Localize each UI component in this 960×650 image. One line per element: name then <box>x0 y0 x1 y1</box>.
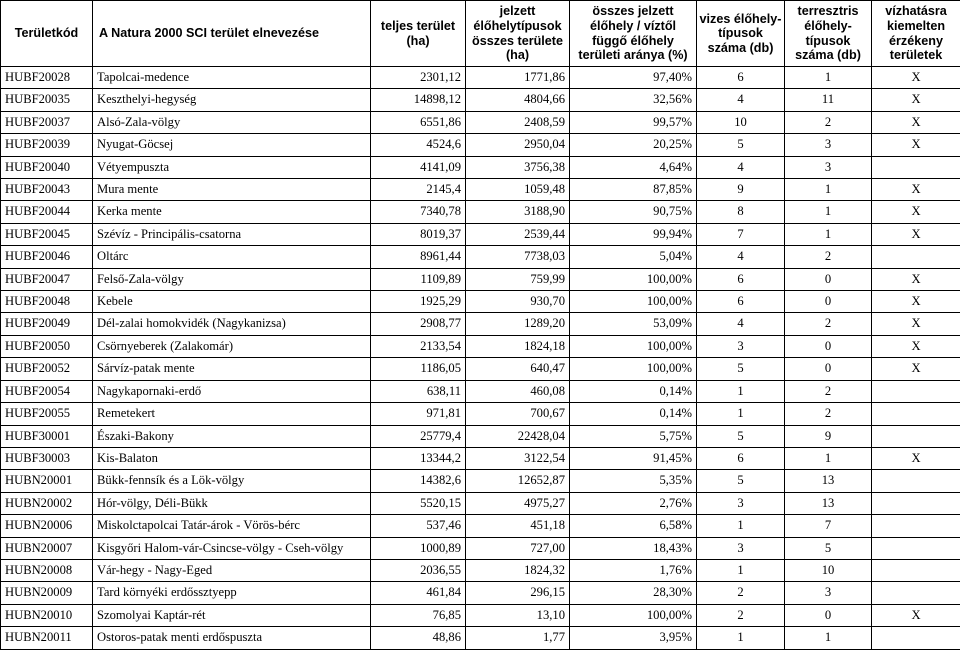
cell-code: HUBF20044 <box>1 201 93 223</box>
cell-ratio: 6,58% <box>570 515 697 537</box>
cell-sensitive: X <box>872 223 960 245</box>
cell-wet-types: 9 <box>697 179 785 201</box>
cell-terrestrial-types: 0 <box>785 291 872 313</box>
cell-wet-types: 6 <box>697 268 785 290</box>
table-row <box>1 111 960 133</box>
table-row <box>1 313 960 335</box>
cell-sensitive: X <box>872 313 960 335</box>
cell-wet-types: 1 <box>697 515 785 537</box>
table-row <box>1 627 960 649</box>
cell-terrestrial-types: 0 <box>785 268 872 290</box>
cell-sensitive: X <box>872 134 960 156</box>
cell-name: Felső-Zala-völgy <box>93 268 371 290</box>
cell-terrestrial-types: 0 <box>785 358 872 380</box>
cell-name: Miskolctapolcai Tatár-árok - Vörös-bérc <box>93 515 371 537</box>
cell-sensitive <box>872 425 960 447</box>
cell-designated-area: 727,00 <box>466 537 570 559</box>
table-row <box>1 291 960 313</box>
cell-total-area: 1186,05 <box>371 358 466 380</box>
cell-terrestrial-types: 0 <box>785 335 872 357</box>
cell-code: HUBF20037 <box>1 111 93 133</box>
header-ratio: összes jelzett élőhely / víztől függő élőhely területi aránya (%) <box>570 1 697 67</box>
cell-terrestrial-types: 10 <box>785 559 872 581</box>
cell-designated-area: 640,47 <box>466 358 570 380</box>
cell-total-area: 14382,6 <box>371 470 466 492</box>
cell-sensitive: X <box>872 67 960 89</box>
cell-name: Ostoros-patak menti erdőspuszta <box>93 627 371 649</box>
cell-terrestrial-types: 13 <box>785 470 872 492</box>
cell-ratio: 91,45% <box>570 447 697 469</box>
cell-total-area: 6551,86 <box>371 111 466 133</box>
cell-designated-area: 1,77 <box>466 627 570 649</box>
cell-code: HUBN20001 <box>1 470 93 492</box>
cell-sensitive: X <box>872 291 960 313</box>
cell-terrestrial-types: 1 <box>785 627 872 649</box>
cell-ratio: 18,43% <box>570 537 697 559</box>
cell-terrestrial-types: 5 <box>785 537 872 559</box>
cell-total-area: 971,81 <box>371 403 466 425</box>
cell-terrestrial-types: 3 <box>785 582 872 604</box>
cell-ratio: 100,00% <box>570 291 697 313</box>
table-row <box>1 582 960 604</box>
cell-terrestrial-types: 9 <box>785 425 872 447</box>
cell-wet-types: 2 <box>697 582 785 604</box>
cell-wet-types: 1 <box>697 380 785 402</box>
cell-ratio: 1,76% <box>570 559 697 581</box>
table-row <box>1 223 960 245</box>
cell-ratio: 5,35% <box>570 470 697 492</box>
cell-ratio: 97,40% <box>570 67 697 89</box>
cell-designated-area: 1059,48 <box>466 179 570 201</box>
cell-total-area: 461,84 <box>371 582 466 604</box>
cell-code: HUBF20046 <box>1 246 93 268</box>
cell-ratio: 32,56% <box>570 89 697 111</box>
cell-terrestrial-types: 11 <box>785 89 872 111</box>
cell-code: HUBN20007 <box>1 537 93 559</box>
cell-ratio: 20,25% <box>570 134 697 156</box>
cell-wet-types: 3 <box>697 335 785 357</box>
cell-designated-area: 930,70 <box>466 291 570 313</box>
cell-wet-types: 3 <box>697 537 785 559</box>
cell-wet-types: 5 <box>697 358 785 380</box>
table-row <box>1 134 960 156</box>
cell-terrestrial-types: 2 <box>785 403 872 425</box>
header-name: A Natura 2000 SCI terület elnevezése <box>93 1 371 67</box>
table-row <box>1 358 960 380</box>
header-designated-area: jelzett élőhelytípusok összes területe (ha) <box>466 1 570 67</box>
cell-designated-area: 4804,66 <box>466 89 570 111</box>
cell-total-area: 13344,2 <box>371 447 466 469</box>
table-row <box>1 559 960 581</box>
cell-name: Nyugat-Göcsej <box>93 134 371 156</box>
cell-designated-area: 759,99 <box>466 268 570 290</box>
cell-total-area: 2908,77 <box>371 313 466 335</box>
cell-name: Hór-völgy, Déli-Bükk <box>93 492 371 514</box>
cell-total-area: 76,85 <box>371 604 466 626</box>
cell-name: Vétyempuszta <box>93 156 371 178</box>
cell-wet-types: 5 <box>697 425 785 447</box>
cell-total-area: 2301,12 <box>371 67 466 89</box>
cell-ratio: 0,14% <box>570 380 697 402</box>
cell-designated-area: 7738,03 <box>466 246 570 268</box>
cell-ratio: 100,00% <box>570 604 697 626</box>
cell-name: Vár-hegy - Nagy-Eged <box>93 559 371 581</box>
cell-designated-area: 3188,90 <box>466 201 570 223</box>
cell-wet-types: 3 <box>697 492 785 514</box>
cell-code: HUBN20011 <box>1 627 93 649</box>
header-row <box>1 1 960 67</box>
cell-name: Tapolcai-medence <box>93 67 371 89</box>
table-row <box>1 425 960 447</box>
cell-code: HUBF20055 <box>1 403 93 425</box>
cell-sensitive: X <box>872 358 960 380</box>
cell-designated-area: 12652,87 <box>466 470 570 492</box>
table-row <box>1 515 960 537</box>
cell-ratio: 4,64% <box>570 156 697 178</box>
cell-terrestrial-types: 7 <box>785 515 872 537</box>
cell-wet-types: 6 <box>697 291 785 313</box>
cell-wet-types: 7 <box>697 223 785 245</box>
cell-terrestrial-types: 2 <box>785 313 872 335</box>
cell-total-area: 7340,78 <box>371 201 466 223</box>
table-row <box>1 380 960 402</box>
cell-sensitive: X <box>872 447 960 469</box>
table-row <box>1 537 960 559</box>
cell-designated-area: 1289,20 <box>466 313 570 335</box>
cell-designated-area: 451,18 <box>466 515 570 537</box>
cell-code: HUBF20048 <box>1 291 93 313</box>
cell-total-area: 638,11 <box>371 380 466 402</box>
cell-designated-area: 22428,04 <box>466 425 570 447</box>
cell-ratio: 90,75% <box>570 201 697 223</box>
cell-total-area: 5520,15 <box>371 492 466 514</box>
cell-total-area: 48,86 <box>371 627 466 649</box>
cell-code: HUBF20045 <box>1 223 93 245</box>
cell-ratio: 87,85% <box>570 179 697 201</box>
cell-name: Északi-Bakony <box>93 425 371 447</box>
cell-sensitive: X <box>872 179 960 201</box>
header-code: Területkód <box>1 1 93 67</box>
cell-sensitive <box>872 537 960 559</box>
cell-wet-types: 1 <box>697 559 785 581</box>
cell-total-area: 2133,54 <box>371 335 466 357</box>
cell-terrestrial-types: 2 <box>785 380 872 402</box>
cell-name: Kisgyőri Halom-vár-Csincse-völgy - Cseh-völgy <box>93 537 371 559</box>
cell-total-area: 1109,89 <box>371 268 466 290</box>
cell-designated-area: 1824,32 <box>466 559 570 581</box>
cell-sensitive: X <box>872 604 960 626</box>
cell-code: HUBF30001 <box>1 425 93 447</box>
cell-sensitive <box>872 492 960 514</box>
cell-designated-area: 1771,86 <box>466 67 570 89</box>
cell-wet-types: 6 <box>697 447 785 469</box>
cell-designated-area: 296,15 <box>466 582 570 604</box>
cell-sensitive <box>872 627 960 649</box>
cell-sensitive <box>872 246 960 268</box>
cell-sensitive: X <box>872 201 960 223</box>
cell-terrestrial-types: 1 <box>785 201 872 223</box>
cell-name: Csörnyeberek (Zalakomár) <box>93 335 371 357</box>
cell-sensitive: X <box>872 335 960 357</box>
cell-wet-types: 4 <box>697 89 785 111</box>
cell-terrestrial-types: 2 <box>785 246 872 268</box>
cell-terrestrial-types: 1 <box>785 179 872 201</box>
cell-code: HUBF20039 <box>1 134 93 156</box>
cell-ratio: 0,14% <box>570 403 697 425</box>
cell-total-area: 537,46 <box>371 515 466 537</box>
header-sensitive: vízhatásra kiemelten érzékeny területek <box>872 1 960 67</box>
cell-name: Szomolyai Kaptár-rét <box>93 604 371 626</box>
cell-terrestrial-types: 2 <box>785 111 872 133</box>
cell-terrestrial-types: 0 <box>785 604 872 626</box>
cell-terrestrial-types: 1 <box>785 223 872 245</box>
header-total-area: teljes terület (ha) <box>371 1 466 67</box>
table-row <box>1 492 960 514</box>
table-row <box>1 201 960 223</box>
cell-code: HUBF20040 <box>1 156 93 178</box>
cell-name: Alsó-Zala-völgy <box>93 111 371 133</box>
cell-total-area: 1925,29 <box>371 291 466 313</box>
cell-name: Kerka mente <box>93 201 371 223</box>
cell-total-area: 8019,37 <box>371 223 466 245</box>
cell-code: HUBF20043 <box>1 179 93 201</box>
cell-sensitive <box>872 559 960 581</box>
cell-ratio: 100,00% <box>570 335 697 357</box>
cell-total-area: 8961,44 <box>371 246 466 268</box>
cell-designated-area: 3122,54 <box>466 447 570 469</box>
cell-designated-area: 2950,04 <box>466 134 570 156</box>
cell-designated-area: 13,10 <box>466 604 570 626</box>
cell-code: HUBN20009 <box>1 582 93 604</box>
cell-designated-area: 700,67 <box>466 403 570 425</box>
cell-total-area: 2036,55 <box>371 559 466 581</box>
cell-sensitive <box>872 156 960 178</box>
cell-wet-types: 1 <box>697 403 785 425</box>
cell-wet-types: 6 <box>697 67 785 89</box>
cell-designated-area: 3756,38 <box>466 156 570 178</box>
cell-name: Szévíz - Principális-csatorna <box>93 223 371 245</box>
cell-code: HUBF20052 <box>1 358 93 380</box>
cell-name: Oltárc <box>93 246 371 268</box>
cell-terrestrial-types: 1 <box>785 67 872 89</box>
cell-ratio: 53,09% <box>570 313 697 335</box>
table-body <box>1 67 960 650</box>
cell-ratio: 5,04% <box>570 246 697 268</box>
cell-total-area: 4141,09 <box>371 156 466 178</box>
cell-terrestrial-types: 1 <box>785 447 872 469</box>
table-row <box>1 67 960 89</box>
cell-designated-area: 460,08 <box>466 380 570 402</box>
table-row <box>1 335 960 357</box>
cell-wet-types: 4 <box>697 313 785 335</box>
cell-ratio: 100,00% <box>570 268 697 290</box>
table-row <box>1 403 960 425</box>
cell-code: HUBF30003 <box>1 447 93 469</box>
cell-designated-area: 1824,18 <box>466 335 570 357</box>
cell-designated-area: 2539,44 <box>466 223 570 245</box>
cell-code: HUBF20047 <box>1 268 93 290</box>
cell-wet-types: 4 <box>697 246 785 268</box>
cell-code: HUBF20050 <box>1 335 93 357</box>
cell-wet-types: 5 <box>697 134 785 156</box>
cell-name: Dél-zalai homokvidék (Nagykanizsa) <box>93 313 371 335</box>
cell-code: HUBF20035 <box>1 89 93 111</box>
table-row <box>1 156 960 178</box>
cell-terrestrial-types: 3 <box>785 134 872 156</box>
cell-sensitive <box>872 380 960 402</box>
cell-name: Keszthelyi-hegység <box>93 89 371 111</box>
cell-total-area: 14898,12 <box>371 89 466 111</box>
cell-name: Sárvíz-patak mente <box>93 358 371 380</box>
cell-wet-types: 5 <box>697 470 785 492</box>
table-row <box>1 268 960 290</box>
cell-code: HUBN20006 <box>1 515 93 537</box>
cell-sensitive: X <box>872 111 960 133</box>
cell-sensitive <box>872 582 960 604</box>
cell-name: Kebele <box>93 291 371 313</box>
cell-ratio: 2,76% <box>570 492 697 514</box>
cell-name: Mura mente <box>93 179 371 201</box>
cell-designated-area: 4975,27 <box>466 492 570 514</box>
cell-wet-types: 10 <box>697 111 785 133</box>
cell-wet-types: 4 <box>697 156 785 178</box>
cell-terrestrial-types: 3 <box>785 156 872 178</box>
cell-terrestrial-types: 13 <box>785 492 872 514</box>
cell-total-area: 2145,4 <box>371 179 466 201</box>
cell-code: HUBN20010 <box>1 604 93 626</box>
cell-sensitive: X <box>872 89 960 111</box>
cell-ratio: 5,75% <box>570 425 697 447</box>
table-row <box>1 447 960 469</box>
cell-total-area: 25779,4 <box>371 425 466 447</box>
header-wet-types: vizes élőhely-típusok száma (db) <box>697 1 785 67</box>
cell-wet-types: 1 <box>697 627 785 649</box>
cell-code: HUBF20028 <box>1 67 93 89</box>
table-row <box>1 470 960 492</box>
cell-sensitive <box>872 403 960 425</box>
cell-ratio: 99,94% <box>570 223 697 245</box>
cell-ratio: 100,00% <box>570 358 697 380</box>
cell-name: Nagykapornaki-erdő <box>93 380 371 402</box>
cell-code: HUBN20002 <box>1 492 93 514</box>
table-row <box>1 179 960 201</box>
table-row <box>1 604 960 626</box>
cell-designated-area: 2408,59 <box>466 111 570 133</box>
cell-sensitive <box>872 515 960 537</box>
cell-name: Tard környéki erdőssztyepp <box>93 582 371 604</box>
header-terrestrial-types: terresztris élőhely-típusok száma (db) <box>785 1 872 67</box>
cell-sensitive <box>872 470 960 492</box>
cell-name: Kis-Balaton <box>93 447 371 469</box>
table-row <box>1 89 960 111</box>
cell-code: HUBF20049 <box>1 313 93 335</box>
cell-ratio: 28,30% <box>570 582 697 604</box>
cell-sensitive: X <box>872 268 960 290</box>
cell-wet-types: 2 <box>697 604 785 626</box>
cell-code: HUBF20054 <box>1 380 93 402</box>
cell-code: HUBN20008 <box>1 559 93 581</box>
cell-name: Remetekert <box>93 403 371 425</box>
cell-ratio: 3,95% <box>570 627 697 649</box>
cell-ratio: 99,57% <box>570 111 697 133</box>
cell-total-area: 4524,6 <box>371 134 466 156</box>
table-row <box>1 246 960 268</box>
cell-wet-types: 8 <box>697 201 785 223</box>
cell-total-area: 1000,89 <box>371 537 466 559</box>
cell-name: Bükk-fennsík és a Lök-völgy <box>93 470 371 492</box>
